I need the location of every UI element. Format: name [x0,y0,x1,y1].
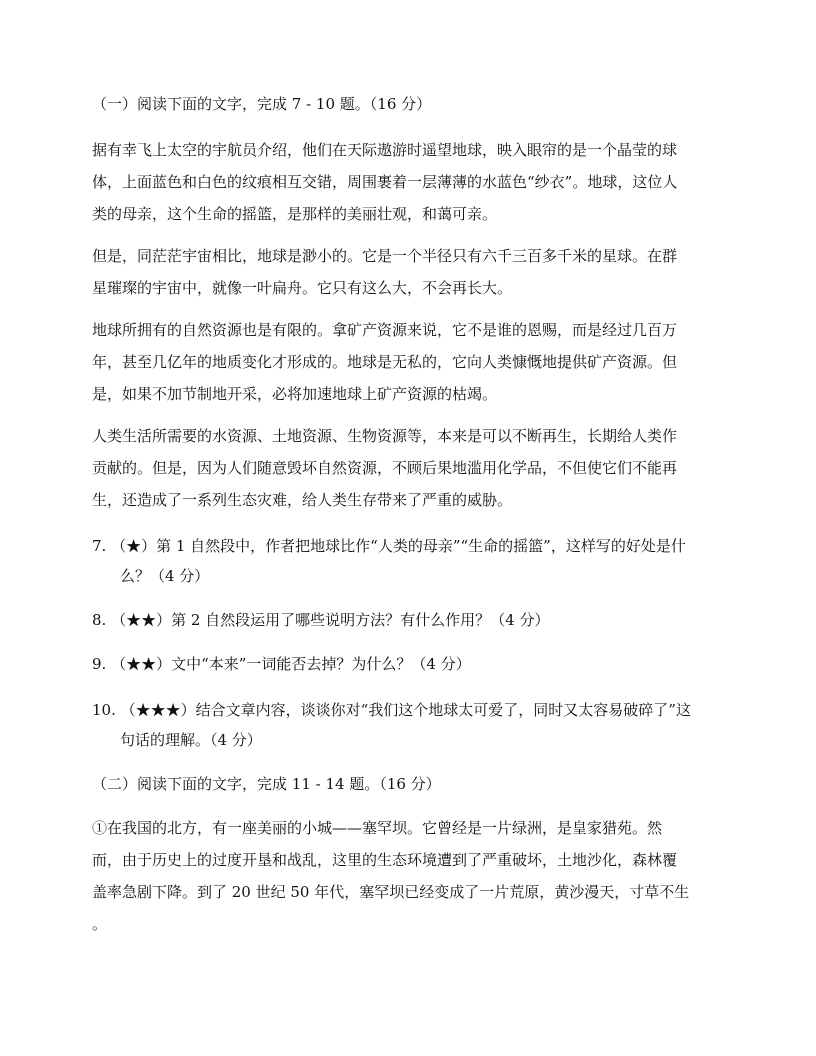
passage1-p1-line1: 据有幸飞上太空的宇航员介绍，他们在天际遨游时遥望地球，映入眼帘的是一个晶莹的球 [92,141,678,159]
passage1-p3-line3: 是，如果不加节制地开采，必将加速地球上矿产资源的枯竭。 [92,385,498,403]
passage1-p1-line2: 体，上面蓝色和白色的纹痕相互交错，周围裹着一层薄薄的水蓝色“纱衣”。地球，这位人 [92,173,678,191]
section1-heading: （一）阅读下面的文字，完成 7 - 10 题。（16 分） [92,95,432,113]
passage1-p4-line1: 人类生活所需要的水资源、土地资源、生物资源等，本来是可以不断再生，长期给人类作 [92,427,678,445]
question-9: 9. （★★）文中“本来”一词能否去掉？为什么？（4 分） [92,655,471,673]
question-8: 8. （★★）第 2 自然段运用了哪些说明方法？有什么作用？（4 分） [92,611,550,629]
passage1-p2-line1: 但是，同茫茫宇宙相比，地球是渺小的。它是一个半径只有六千三百多千米的星球。在群 [92,247,678,265]
passage2-p1-line1: ①在我国的北方，有一座美丽的小城——塞罕坝。它曾经是一片绿洲，是皇家猎苑。然 [92,819,663,837]
section2-heading: （二）阅读下面的文字，完成 11 - 14 题。（16 分） [92,775,441,793]
passage2-p1-line3: 盖率急剧下降。到了 20 世纪 50 年代，塞罕坝已经变成了一片荒原，黄沙漫天，寸草不生 [92,883,690,901]
question-10-line1: 10. （★★★）结合文章内容，谈谈你对“我们这个地球太可爱了，同时又太容易破碎了”这 [92,701,691,719]
passage1-p1-line3: 类的母亲，这个生命的摇篮，是那样的美丽壮观，和蔼可亲。 [92,205,498,223]
passage1-p4-line3: 生，还造成了一系列生态灾难，给人类生存带来了严重的威胁。 [92,491,513,509]
passage1-p3-line2: 年，甚至几亿年的地质变化才形成的。地球是无私的，它向人类慷慨地提供矿产资源。但 [92,353,678,371]
passage1-p2-line2: 星璀璨的宇宙中，就像一叶扁舟。它只有这么大，不会再长大。 [92,279,513,297]
passage2-p1-line4: 。 [92,915,108,933]
question-7-line1: 7. （★）第 1 自然段中，作者把地球比作“人类的母亲”“生命的摇篮”，这样写的好处是什 [92,537,686,555]
question-10-line2: 句话的理解。（4 分） [120,731,262,749]
passage1-p4-line2: 贡献的。但是，因为人们随意毁坏自然资源，不顾后果地滥用化学品，不但使它们不能再 [92,459,678,477]
passage2-p1-line2: 而，由于历史上的过度开垦和战乱，这里的生态环境遭到了严重破坏，土地沙化，森林覆 [92,851,678,869]
question-7-line2: 么？（4 分） [120,567,210,585]
passage1-p3-line1: 地球所拥有的自然资源也是有限的。拿矿产资源来说，它不是谁的恩赐，而是经过几百万 [92,321,678,339]
